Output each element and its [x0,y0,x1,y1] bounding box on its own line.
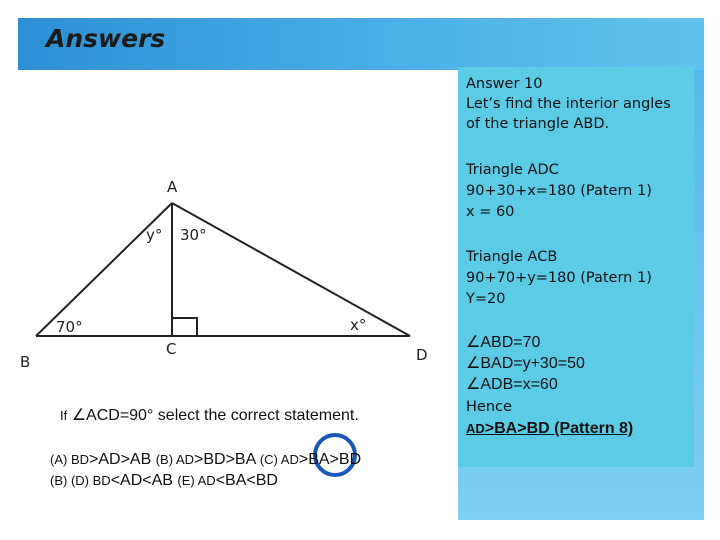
adc-title: Triangle ADC [466,162,559,178]
adc-equation: 90+30+x=180 (Patern 1) [466,183,652,199]
option-fragment: (B) [155,452,176,467]
hence-label: Hence [466,399,512,415]
answer-intro-2: of the triangle ABD. [466,116,610,132]
angle-x-label: x° [350,316,367,334]
vertex-b-label: B [20,353,31,371]
option-fragment: (A) [50,452,71,467]
angle-abd: ∠ABD=70 [466,334,541,351]
question-text [60,405,359,425]
answer-conclusion [466,419,633,439]
acb-equation: 90+70+y=180 (Patern 1) [466,270,652,286]
acb-result: Y=20 [466,291,506,307]
option-fragment: >BD>BA [194,451,260,468]
option-fragment: AD [280,452,299,467]
option-fragment: BD [92,473,111,488]
option-fragment: (C) [259,452,281,467]
question-statement: ∠ACD=90° select the correct statement. [71,407,359,424]
vertex-d-label: D [416,346,428,364]
right-angle-mark [172,318,197,336]
vertex-c-label: C [166,340,177,358]
option-fragment: (D) [70,473,93,488]
option-fragment: <BA<BD [215,472,278,489]
answer-options [50,449,361,491]
option-fragment: AD [175,452,195,467]
option-fragment: <AD<AB [110,472,178,489]
angle-y-label: y° [146,226,163,244]
options-line-1 [50,449,361,470]
angle-70-label: 70° [56,318,83,336]
option-fragment: (B) [50,473,71,488]
options-line-2 [50,470,361,491]
conclusion-text: >BA>BD (Pattern 8) [484,420,634,437]
angle-30-label: 30° [180,226,207,244]
question-prefix: If [60,408,68,423]
angle-adb: ∠ADB=x=60 [466,376,558,393]
conclusion-prefix: AD [466,421,485,436]
answer-heading: Answer 10 [466,76,543,92]
acb-title: Triangle ACB [466,249,558,265]
option-fragment: BD [70,452,90,467]
angle-bad: ∠BAD=y+30=50 [466,355,585,372]
option-fragment: >BA>BD [298,451,362,468]
adc-result: x = 60 [466,204,515,220]
option-fragment: (E) [177,473,198,488]
answer-intro-1: Let’s find the interior angles [466,96,671,112]
slide-title: Answers [46,24,166,53]
vertex-a-label: A [167,178,178,196]
option-fragment: >AD>AB [89,451,156,468]
option-fragment: AD [197,473,216,488]
side-ab [36,203,172,336]
side-ad [172,203,410,336]
